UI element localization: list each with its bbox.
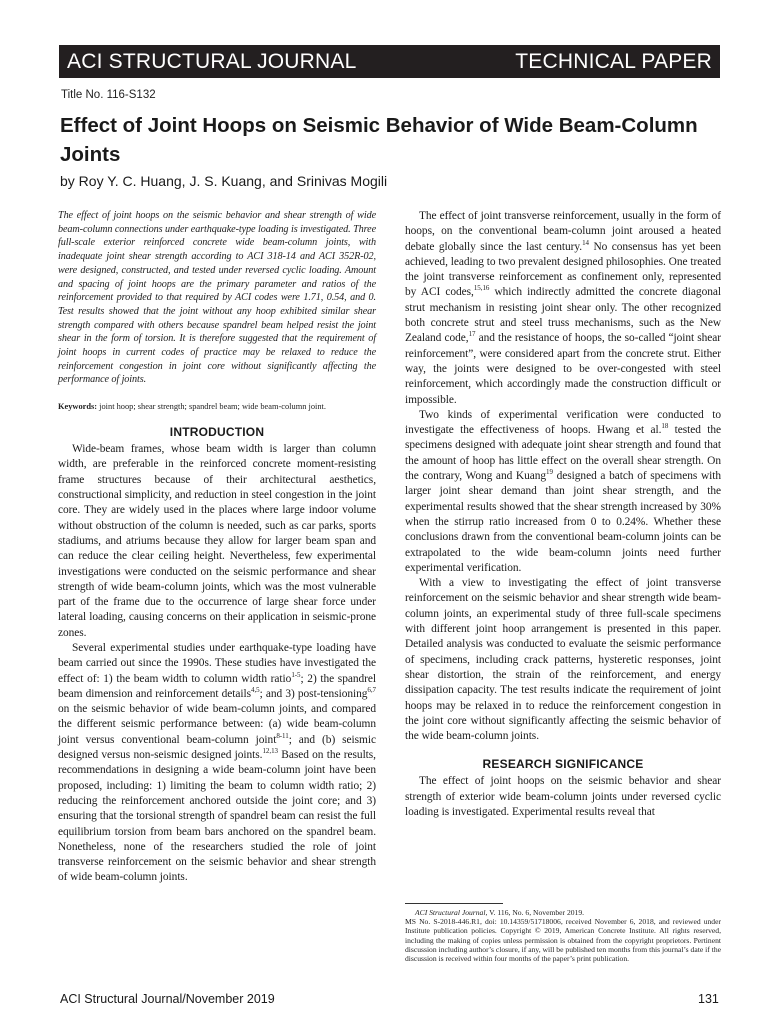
citation: 17 <box>468 330 476 339</box>
citation: 12,13 <box>262 747 278 756</box>
research-significance-heading: RESEARCH SIGNIFICANCE <box>482 757 644 772</box>
paper-title: Effect of Joint Hoops on Seismic Behavior of Wide Beam-Column Joints <box>60 114 698 166</box>
keywords-text: joint hoop; shear strength; spandrel beam; wide beam-column joint. <box>97 402 326 412</box>
keywords <box>58 401 376 412</box>
introduction-heading: INTRODUCTION <box>169 425 265 440</box>
keywords-label: Keywords: <box>58 402 98 412</box>
footer-journal: ACI Structural Journal/November 2019 <box>60 992 275 1006</box>
author-line: by Roy Y. C. Huang, J. S. Kuang, and Srinivas Mogili <box>60 173 388 189</box>
intro-paragraph-1: Wide-beam frames, whose beam width is larger than column width, are preferable in the reinforced concrete moment-resisting frame structures because of their architectural aesthetics, constructional simplicity, and reduction in steel congestion in the joint core. They are widely used in the places where large indoor volume without obstruction of the column is needed, such as car parks, sports stadiums, and atriums because they allow for larger beam span and can reduce the clear ceiling height. Nevertheless, few experimental investigations were conducted on the seismic performance and shear strength of wide beam-column joints, which was the most vulnerable part of the frame due to the occurrence of large shear force under lateral loading, causing concerns on their application in seismic-prone zones. <box>58 443 376 639</box>
citation: 4,5 <box>251 686 260 695</box>
citation: 1-5 <box>291 670 301 679</box>
citation: 19 <box>546 468 553 477</box>
citation: 8-11 <box>276 731 289 740</box>
footnote-ms: MS No. S-2018-446.R1, doi: 10.14359/51718006, received November 6, 2018, and reviewed under Institute publication policies. Copyright © 2019, American Concrete Institute. All rights reserved, including the making of copies unless permission is obtained from the copyright proprietors. Pertinent discussion including author’s closure, if any, will be published ten months from this journal’s date if the discussion is received within four months of the paper’s print publication. <box>405 917 721 964</box>
citation: 18 <box>661 422 669 431</box>
journal-banner <box>59 45 720 78</box>
body-paragraph-verification: Two kinds of experimental verification were conducted to investigate the effectiveness of hoops. Hwang et al.$^{18}$ tested the specimens designed with adequate joint shear strength and found that the amount of hoop has little effect on the overall shear strength. On the contrary, Wong and Kuang$^{19}$ designed a batch of specimens with larger joint shear demand than joint shear strength, and the experimental results showed that the shear strength increased by 30% when the stirrup ratio increased from 0 to 0.24%. Whether these conclusions drawn from the conventional beam-column joints can be extrapolated to the wide beam-column joints need further experimental verification. <box>405 408 721 574</box>
footnote <box>405 908 721 963</box>
citation: 6,7 <box>367 686 376 695</box>
abstract: The effect of joint hoops on the seismic behavior and shear strength of wide beam-column connections under earthquake-type loading is investigated. Three full-scale exterior reinforced concrete wide beam-column joints, with inadequate joint shear strength according to ACI 318-14 and ACI 352R-02, were designed, constructed, and tested under reversed cyclic loading. Amount and spacing of joint hoops are the primary parameter and ratios of the reinforcement provided to that required by ACI codes were 1.71, 0.54, and 0. Test results showed that the joint without any hoop exhibited similar shear strength compared with others because spandrel beam helped resist the joint shear in the form of torsion. It is therefore suggested that the requirement of joint hoops in current codes of practice may be relaxed to reduce the reinforcement congestion in joint core without significantly affecting the performance of joints. <box>58 210 376 386</box>
footnote-journal: ACI Structural Journal <box>415 908 486 917</box>
intro-paragraph-2: Several experimental studies under earthquake-type loading have beam carried out since the 1990s. These studies have investigated the effect of: 1) the beam width to column width ratio$^{1-5}$; 2) the spandrel beam dimension and reinforcement details$^{4,5}$; and 3) post-tensioning$^{6,7}$ on the seismic behavior of wide beam-column joints, and compared the different seismic performance between: (a) wide beam-column joint versus conventional beam-column joint$^{8-11}$; and (b) seismic designed versus non-seismic designed joints.$^{12,13}$ Based on the results, recommendations in designing a wide beam-column joint have been proposed, including: 1) limiting the beam to column width ratio; 2) reducing the reinforcement anchored outside the joint core; and 3) ensuring that the torsional strength of spandrel beam can resist the full equilibrium torsion from beam bars anchored on the spandrel beam. Nonetheless, none of the researchers studied the role of joint transverse reinforcement on the seismic behavior and shear strength of wide beam-column joints. <box>58 642 376 884</box>
citation: 14 <box>582 238 589 247</box>
citation: 15,16 <box>473 284 490 293</box>
body-paragraph-hoops-debate: The effect of joint transverse reinforcement, usually in the form of hoops, on the conventional beam-column joint aroused a heated debate globally since the last century.$^{14}$ No consensus has yet been achieved, leading to two prevalent designed philosophies. One treated the joint transverse reinforcement as confinement only, represented by ACI codes,$^{15,16}$ which indirectly admitted the concrete diagonal strut mechanism in resisting joint shear only. The other recognized both concrete strut and steel truss mechanisms, such as the New Zealand code,$^{17}$ and the resistance of hoops, the so-called “joint shear reinforcement”, were considered apart from the concrete strut. Either way, the joints were designed to be over-congested with steel reinforcement, which accordingly made the construction difficult or impossible. <box>405 210 722 406</box>
title-number: Title No. 116-S132 <box>61 89 156 101</box>
article-type: TECHNICAL PAPER <box>515 49 712 73</box>
footnote-divider <box>405 903 503 904</box>
left-column <box>58 209 376 886</box>
right-column <box>405 209 721 820</box>
journal-name: ACI STRUCTURAL JOURNAL <box>67 49 357 73</box>
body-paragraph-study-overview: With a view to investigating the effect of joint transverse reinforcement on the seismic behavior and shear strength wide beam-column joints, an experimental study of three full-scale specimens with different joint hoop arrangement is presented in this paper. Detailed analysis was conducted to evaluate the seismic performance of specimens, including crack patterns, hysteretic responses, joint shear distortion, the strain of the reinforcement, and energy dissipation capacity. The test results indicate the requirement of joint hoops may be relaxed in to reduce the reinforcement congestion in the joint core without significantly affecting the seismic behavior of the wide beam-column joints. <box>405 577 721 743</box>
research-significance-paragraph: The effect of joint hoops on the seismic behavior and shear strength of exterior wide beam-column joints under reversed cyclic loading is investigated. Experimental results reveal that <box>405 775 721 818</box>
footnote-ref: , V. 116, No. 6, November 2019. <box>485 908 585 917</box>
page-number: 131 <box>698 992 719 1006</box>
